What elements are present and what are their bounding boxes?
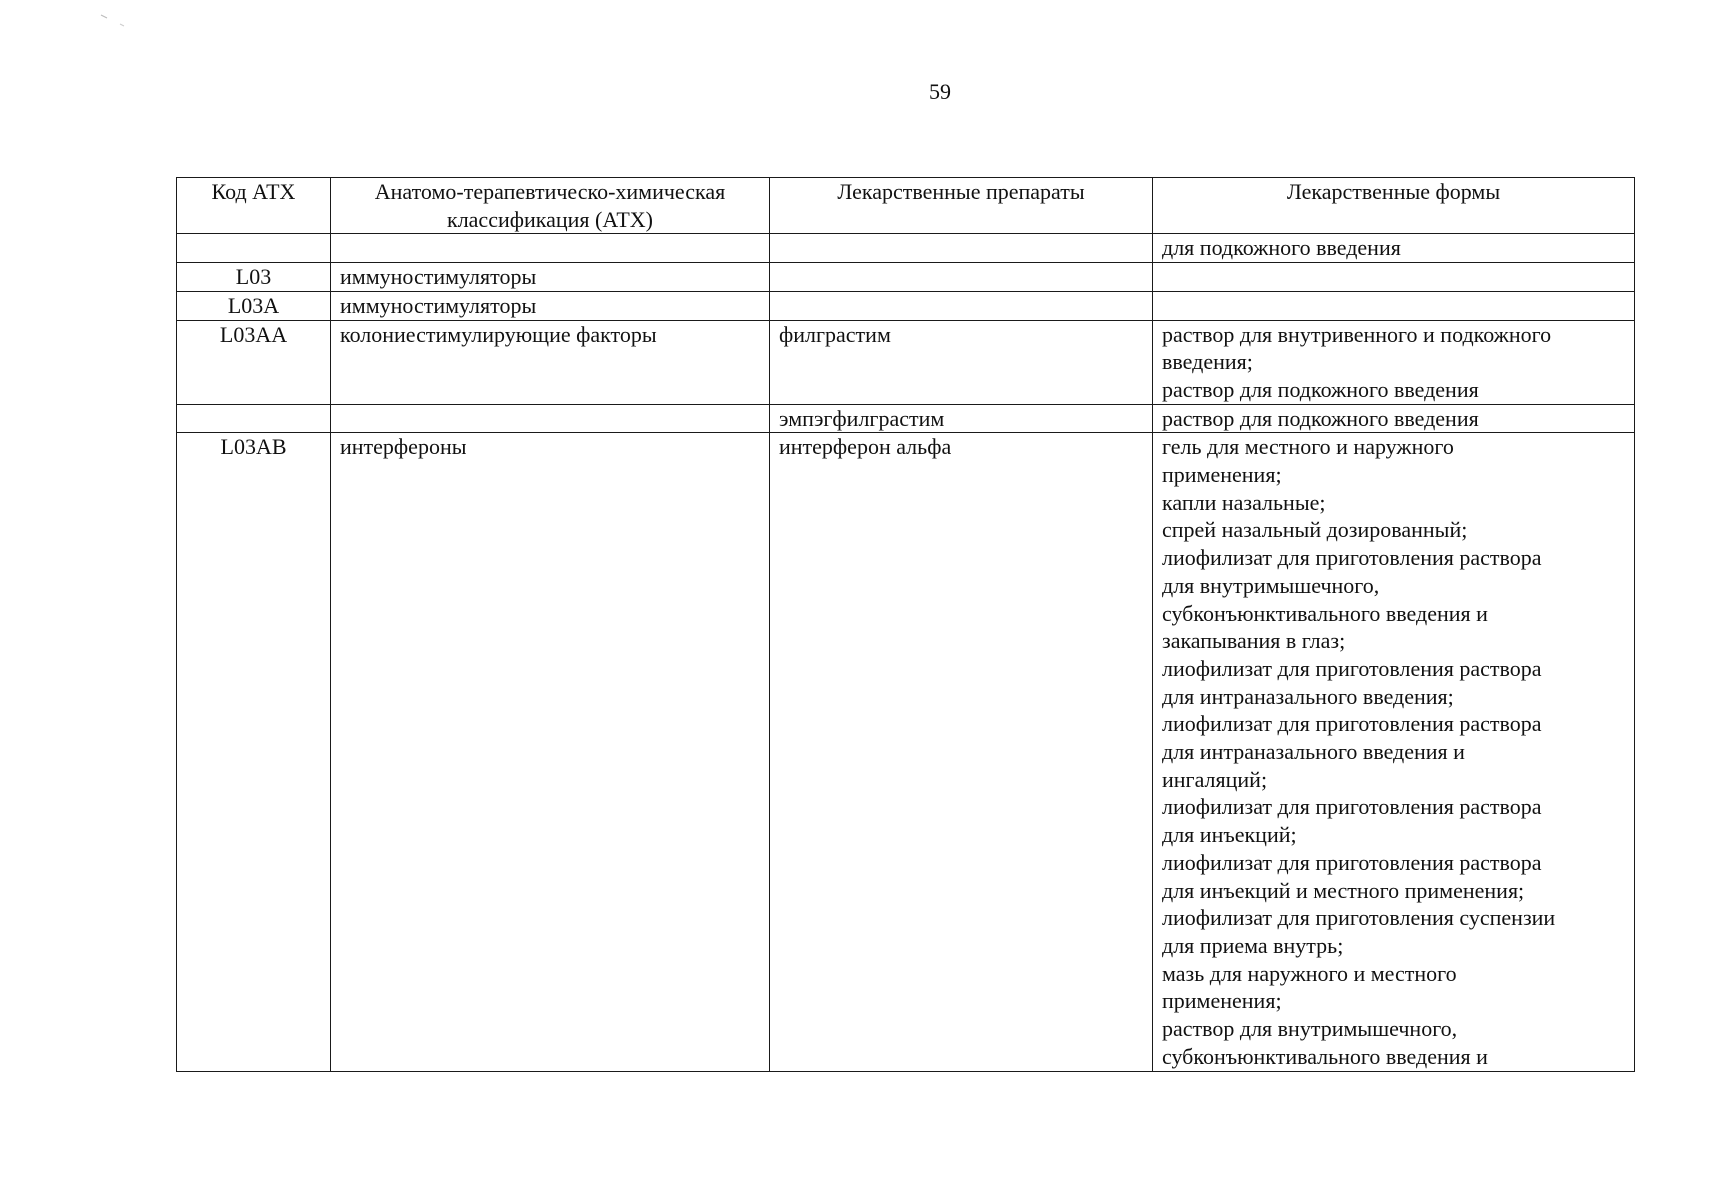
form-line: субконъюнктивального введения и: [1162, 600, 1488, 626]
form-line: спрей назальный дозированный;: [1162, 517, 1468, 543]
form-line: лиофилизат для приготовления раствора: [1162, 655, 1542, 681]
cell-classification: иммуностимуляторы: [331, 291, 770, 320]
cell-forms: [1153, 404, 1635, 433]
form-line: ингаляций;: [1162, 766, 1268, 792]
table-row: [177, 320, 1635, 404]
cell-forms: [1153, 320, 1635, 404]
header-forms: Лекарственные формы: [1153, 178, 1635, 234]
form-line: применения;: [1162, 988, 1282, 1014]
table-row: [177, 234, 1635, 263]
cell-classification: [331, 234, 770, 263]
cell-drug: [770, 234, 1153, 263]
cell-drug: интерферон альфа: [770, 433, 1153, 1071]
cell-classification: [331, 404, 770, 433]
table-row: [177, 263, 1635, 292]
form-line: мазь для наружного и местного: [1162, 960, 1457, 986]
cell-drug: [770, 263, 1153, 292]
form-line: капли назальные;: [1162, 489, 1326, 515]
header-code: Код АТХ: [177, 178, 331, 234]
table-row: [177, 404, 1635, 433]
form-line: для внутримышечного,: [1162, 572, 1380, 598]
form-line: гель для местного и наружного: [1162, 434, 1454, 460]
form-line: раствор для подкожного введения: [1162, 376, 1479, 402]
cell-code: L03AB: [177, 433, 331, 1071]
form-line: для приема внутрь;: [1162, 932, 1344, 958]
cell-forms: [1153, 234, 1635, 263]
table-body: [177, 234, 1635, 1071]
table-row: [177, 291, 1635, 320]
cell-code: L03A: [177, 291, 331, 320]
form-line: лиофилизат для приготовления раствора: [1162, 849, 1542, 875]
form-line: раствор для внутримышечного,: [1162, 1016, 1458, 1042]
header-classification: Анатомо-терапевтическо-химическая классификация (АТХ): [331, 178, 770, 234]
cell-forms: [1153, 291, 1635, 320]
cell-drug: эмпэгфилграстим: [770, 404, 1153, 433]
form-line: лиофилизат для приготовления раствора: [1162, 794, 1542, 820]
form-line: для подкожного введения: [1162, 235, 1401, 261]
form-line: для интраназального введения и: [1162, 739, 1465, 765]
table-header-row: [177, 178, 1635, 234]
cell-classification: интерфероны: [331, 433, 770, 1071]
form-line: для интраназального введения;: [1162, 683, 1454, 709]
cell-forms: [1153, 263, 1635, 292]
form-line: применения;: [1162, 462, 1282, 488]
cell-code: [177, 234, 331, 263]
form-line: лиофилизат для приготовления раствора: [1162, 545, 1542, 571]
form-line: субконъюнктивального введения и: [1162, 1043, 1488, 1069]
form-line: закапывания в глаз;: [1162, 628, 1346, 654]
form-line: для инъекций;: [1162, 822, 1297, 848]
form-line: для инъекций и местного применения;: [1162, 877, 1525, 903]
cell-classification: колониестимулирующие факторы: [331, 320, 770, 404]
cell-classification: иммуностимуляторы: [331, 263, 770, 292]
table-row: [177, 433, 1635, 1071]
form-line: лиофилизат для приготовления суспензии: [1162, 905, 1556, 931]
form-line: введения;: [1162, 349, 1253, 375]
cell-drug: [770, 291, 1153, 320]
form-line: раствор для подкожного введения: [1162, 405, 1479, 431]
form-line: раствор для внутривенного и подкожного: [1162, 321, 1552, 347]
cell-forms: [1153, 433, 1635, 1071]
cell-code: [177, 404, 331, 433]
cell-code: L03: [177, 263, 331, 292]
header-drugs: Лекарственные препараты: [770, 178, 1153, 234]
atx-table: [176, 177, 1635, 1072]
scan-artifact-mark: [100, 14, 130, 28]
page-number: 59: [929, 79, 951, 104]
cell-code: L03AA: [177, 320, 331, 404]
form-line: лиофилизат для приготовления раствора: [1162, 711, 1542, 737]
cell-drug: филграстим: [770, 320, 1153, 404]
